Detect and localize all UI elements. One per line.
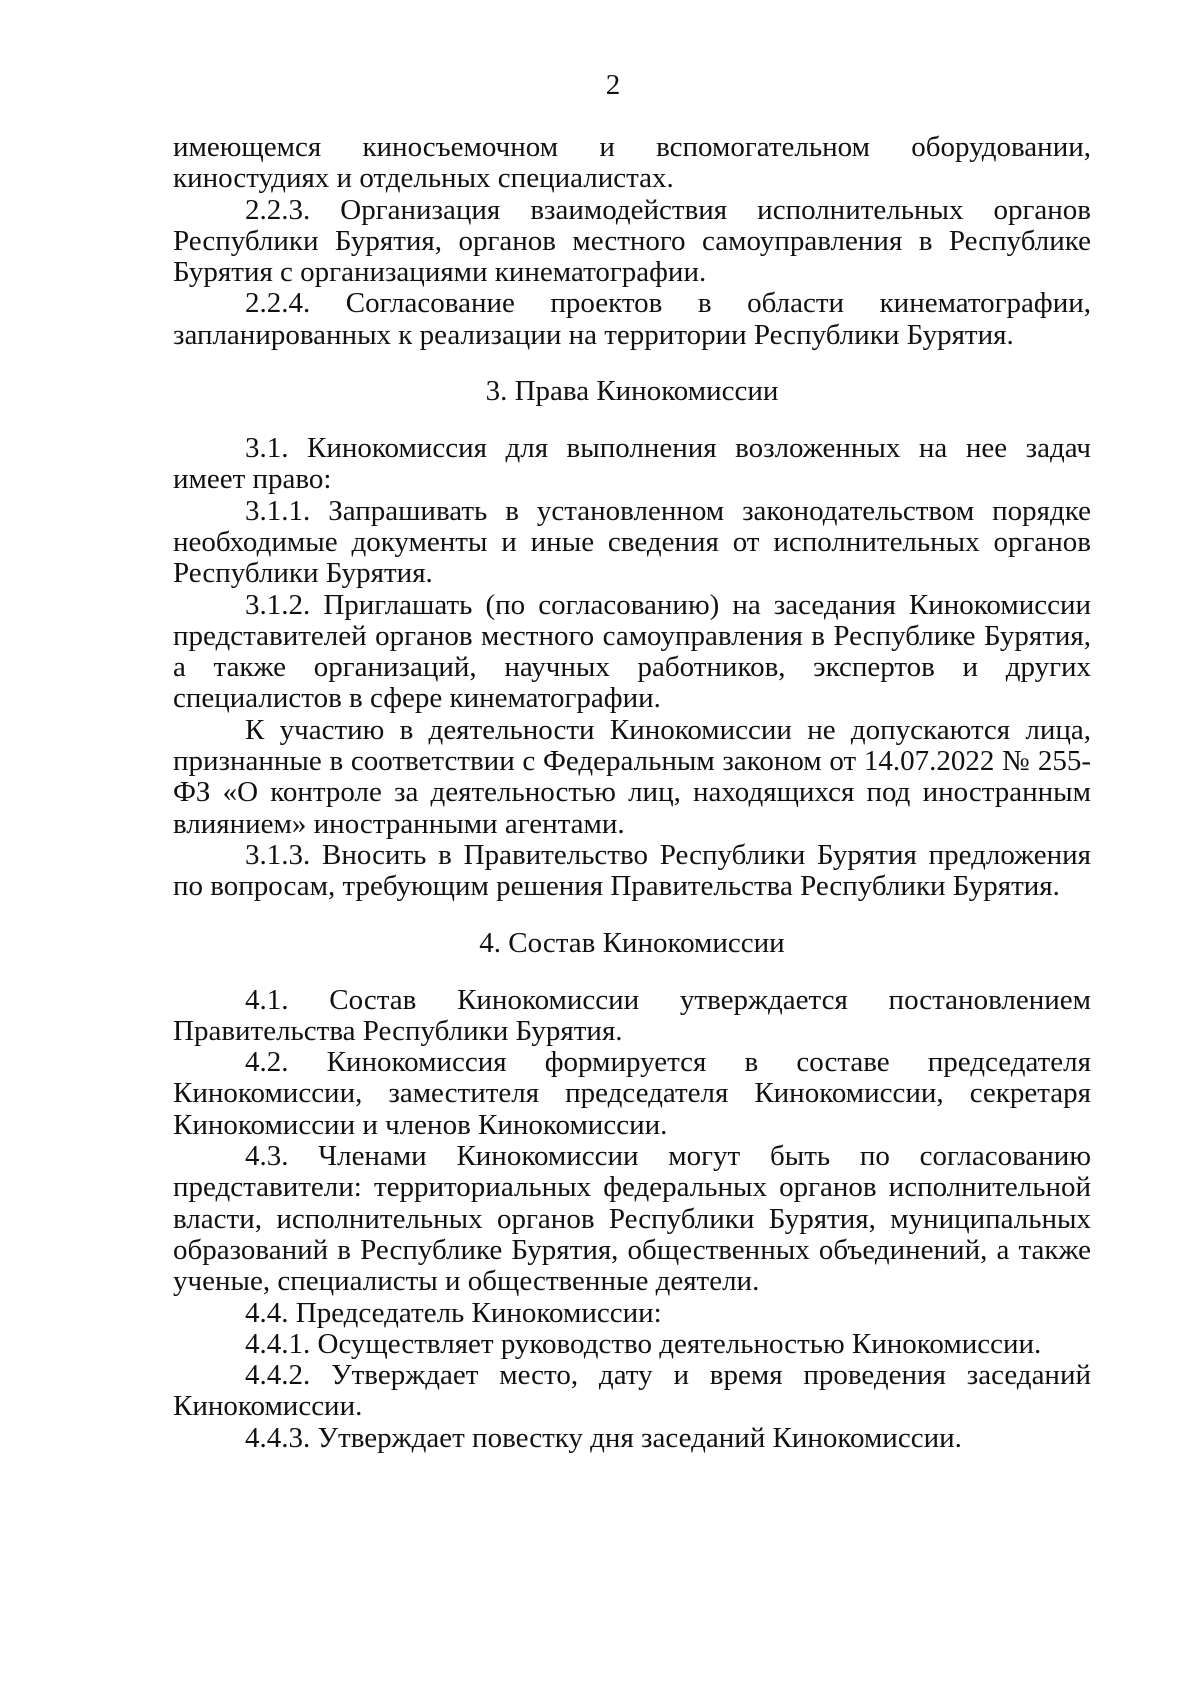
paragraph-3-1-3: 3.1.3. Вносить в Правительство Республики Бурятия предложения по вопросам, требующим решения Правительства Республики Бурятия. bbox=[173, 838, 1091, 903]
paragraph-4-4-1: 4.4.1. Осуществляет руководство деятельностью Кинокомиссии. bbox=[245, 1327, 1042, 1360]
paragraph-4-4: 4.4. Председатель Кинокомиссии: bbox=[245, 1296, 662, 1329]
section-3-heading: 3. Права Кинокомиссии bbox=[485, 375, 779, 408]
paragraph-4-4-2: 4.4.2. Утверждает место, дату и время проведения заседаний Кинокомиссии. bbox=[173, 1359, 1091, 1423]
paragraph-3-1-2: 3.1.2. Приглашать (по согласованию) на заседания Кинокомиссии представителей органов местного самоуправления в Республике Бурятия, а также организаций, научных работников, экспертов и других специалистов в сфере кинематографии. bbox=[173, 588, 1091, 715]
document-body bbox=[173, 132, 1091, 1454]
paragraph-4-2: 4.2. Кинокомиссия формируется в составе председателя Кинокомиссии, заместителя председателя Кинокомиссии, секретаря Кинокомиссии и членов Кинокомиссии. bbox=[173, 1046, 1091, 1141]
paragraph-intro-continuation: имеющемся киносъемочном и вспомогательном оборудовании, киностудиях и отдельных специалистах. bbox=[173, 131, 1091, 195]
paragraph-4-4-3: 4.4.3. Утверждает повестку дня заседаний Кинокомиссии. bbox=[245, 1421, 962, 1454]
paragraph-2-2-4: 2.2.4. Согласование проектов в области кинематографии, запланированных к реализации на территории Республики Бурятия. bbox=[173, 287, 1091, 351]
page-number: 2 bbox=[605, 69, 621, 101]
paragraph-3-1-1: 3.1.1. Запрашивать в установленном законодательством порядке необходимые документы и иные сведения от исполнительных органов Республики Бурятия. bbox=[173, 494, 1091, 590]
paragraph-4-1: 4.1. Состав Кинокомиссии утверждается постановлением Правительства Республики Бурятия. bbox=[173, 983, 1091, 1047]
paragraph-foreign-agents: К участию в деятельности Кинокомиссии не допускаются лица, признанные в соответствии с Федеральным законом от 14.07.2022 № 255-ФЗ «О контроле за деятельностью лиц, находящихся под иностранным влиянием» иностранными агентами. bbox=[173, 713, 1091, 840]
section-4-heading: 4. Состав Кинокомиссии bbox=[479, 926, 785, 959]
paragraph-3-1: 3.1. Кинокомиссия для выполнения возложенных на нее задач имеет право: bbox=[173, 432, 1091, 496]
paragraph-4-3: 4.3. Членами Кинокомиссии могут быть по согласованию представители: территориальных федеральных органов исполнительной власти, исполнительных органов Республики Бурятия, муниципальных образований в Республике Бурятия, общественных объединений, а также ученые, специалисты и общественные деятели. bbox=[173, 1140, 1091, 1298]
paragraph-2-2-3: 2.2.3. Организация взаимодействия исполнительных органов Республики Бурятия, органов местного самоуправления в Республике Бурятия с организациями кинематографии. bbox=[173, 193, 1091, 289]
